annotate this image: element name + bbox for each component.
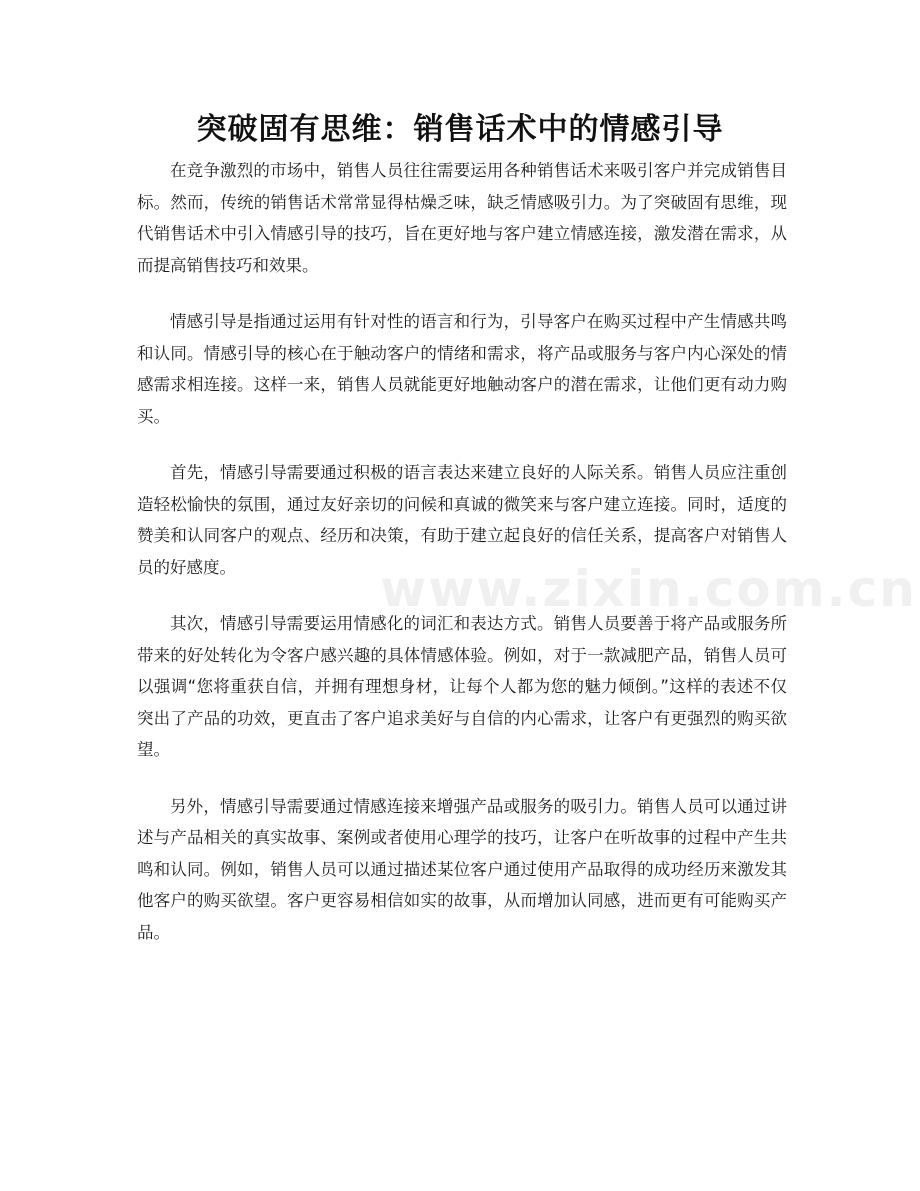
paragraph-3: 首先，情感引导需要通过积极的语言表达来建立良好的人际关系。销售人员应注重创造轻松愉快的氛围，通过友好亲切的问候和真诚的微笑来与客户建立连接。同时，适度的赞美和认同客户的观点、经历和决策，有助于建立起良好的信任关系，提高客户对销售人员的好感度。: [137, 463, 787, 577]
paragraph-2: 情感引导是指通过运用有针对性的语言和行为，引导客户在购买过程中产生情感共鸣和认同。情感引导的核心在于触动客户的情绪和需求，将产品或服务与客户内心深处的情感需求相连接。这样一来，销售人员就能更好地触动客户的潜在需求，让他们更有动力购买。: [137, 312, 787, 426]
document-title: 突破固有思维：销售话术中的情感引导: [196, 112, 724, 147]
document-body: [137, 155, 787, 973]
paragraph-5: 另外，情感引导需要通过情感连接来增强产品或服务的吸引力。销售人员可以通过讲述与产品相关的真实故事、案例或者使用心理学的技巧，让客户在听故事的过程中产生共鸣和认同。例如，销售人员可以通过描述某位客户通过使用产品取得的成功经历来激发其他客户的购买欲望。客户更容易相信如实的故事，从而增加认同感，进而更有可能购买产品。: [137, 796, 787, 942]
watermark: www.zixin.com.cn: [380, 560, 917, 618]
paragraph-4: 其次，情感引导需要运用情感化的词汇和表达方式。销售人员要善于将产品或服务所带来的好处转化为令客户感兴趣的具体情感体验。例如，对于一款减肥产品，销售人员可以强调“您将重获自信，并拥有理想身材，让每个人都为您的魅力倾倒。”这样的表述不仅突出了产品的功效，更直击了客户追求美好与自信的内心需求，让客户有更强烈的购买欲望。: [137, 614, 787, 759]
paragraph-1: 在竞争激烈的市场中，销售人员往往需要运用各种销售话术来吸引客户并完成销售目标。然而，传统的销售话术常常显得枯燥乏味，缺乏情感吸引力。为了突破固有思维，现代销售话术中引入情感引导的技巧，旨在更好地与客户建立情感连接，激发潜在需求，从而提高销售技巧和效果。: [137, 161, 787, 275]
